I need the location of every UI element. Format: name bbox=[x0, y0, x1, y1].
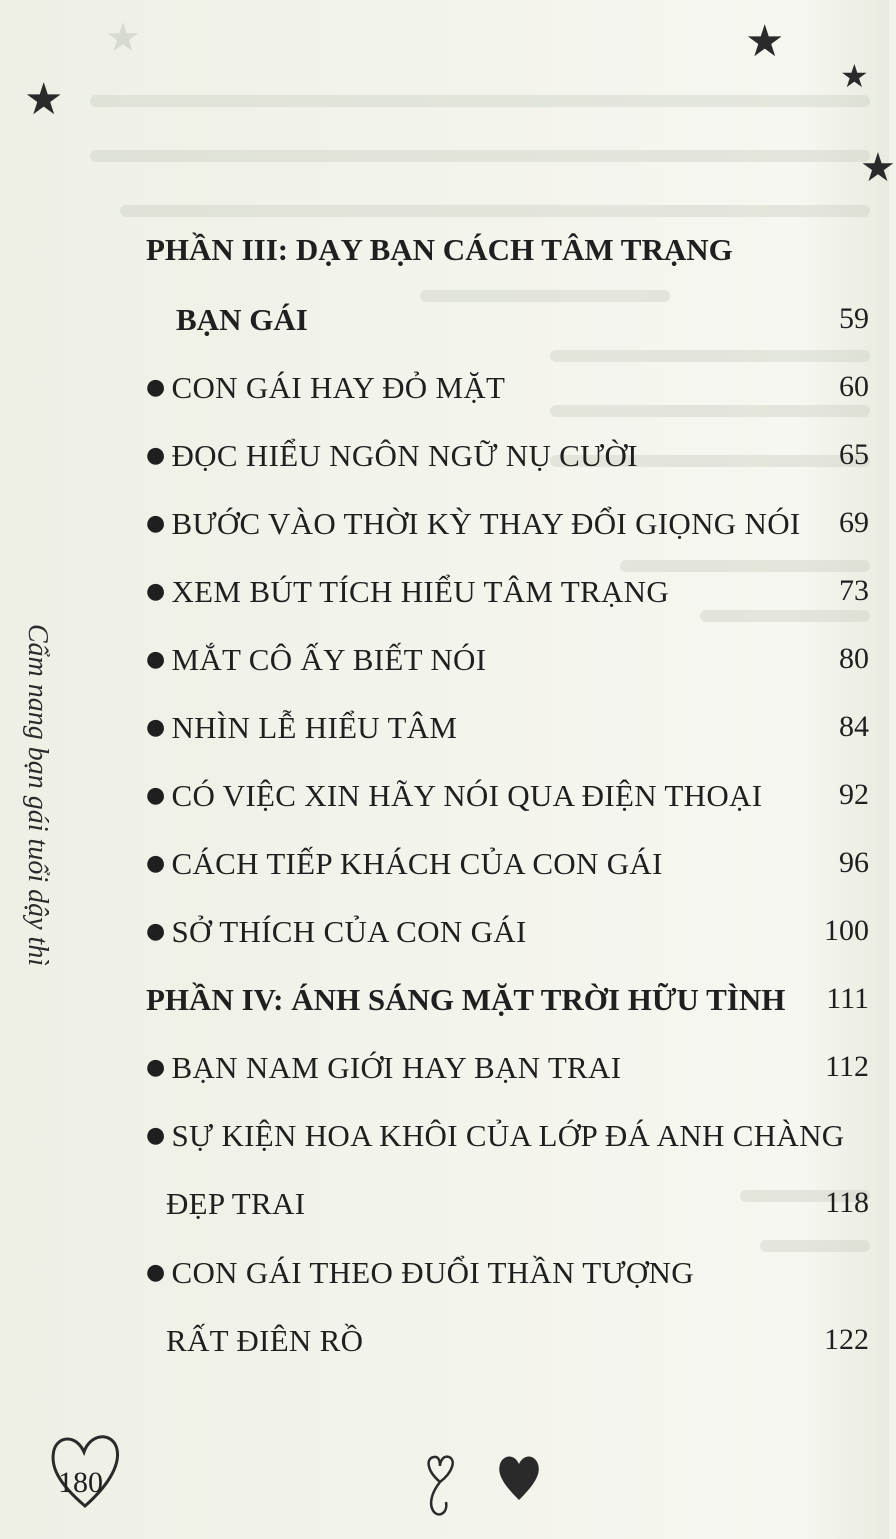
toc-entry bbox=[0, 982, 889, 1032]
toc-entry-text: CON GÁI HAY ĐỎ MẶT bbox=[171, 370, 506, 405]
toc-entry bbox=[0, 1255, 889, 1305]
toc-entry-page: 60 bbox=[839, 370, 869, 403]
toc-entry bbox=[0, 642, 889, 692]
toc-entry-text: XEM BÚT TÍCH HIỂU TÂM TRẠNG bbox=[171, 574, 670, 609]
toc-entry-page: 100 bbox=[824, 914, 869, 947]
bullet-icon: ● bbox=[146, 375, 166, 400]
toc-entry-text: NHÌN LỄ HIỂU TÂM bbox=[171, 710, 458, 745]
toc-entry bbox=[0, 574, 889, 624]
bullet-icon: ● bbox=[146, 647, 166, 672]
toc-entry-text: BẠN GÁI bbox=[176, 302, 308, 337]
bullet-icon: ● bbox=[146, 1055, 166, 1080]
toc-entry-text: CÓ VIỆC XIN HÃY NÓI QUA ĐIỆN THOẠI bbox=[171, 778, 763, 813]
toc-entry-text: ĐẸP TRAI bbox=[166, 1186, 306, 1221]
star-icon: ★ bbox=[860, 145, 896, 191]
toc-entry-page: 92 bbox=[839, 778, 869, 811]
star-icon: ★ bbox=[24, 74, 64, 125]
toc-entry-text: SỰ KIỆN HOA KHÔI CỦA LỚP ĐÁ ANH CHÀNG bbox=[171, 1118, 845, 1153]
toc-entry-text: CÁCH TIẾP KHÁCH CỦA CON GÁI bbox=[171, 846, 663, 881]
star-icon: ★ bbox=[745, 16, 785, 67]
toc-entry-text: CON GÁI THEO ĐUỔI THẦN TƯỢNG bbox=[171, 1255, 694, 1290]
toc-entry-title bbox=[146, 438, 638, 474]
toc-entry-title bbox=[146, 710, 457, 746]
toc-entry-page: 118 bbox=[825, 1186, 869, 1219]
toc-entry bbox=[0, 1186, 889, 1236]
toc-entry-text: SỞ THÍCH CỦA CON GÁI bbox=[171, 914, 527, 949]
star-icon: ★ bbox=[840, 57, 869, 95]
spine-title-text: Cẩm nang bạn gái tuổi dậy thì bbox=[22, 623, 53, 967]
toc-entry bbox=[0, 846, 889, 896]
toc-entry-title bbox=[176, 302, 308, 338]
toc-entry-title bbox=[146, 506, 801, 542]
bullet-icon: ● bbox=[146, 1260, 166, 1285]
toc-entry bbox=[0, 914, 889, 964]
toc-entry-text: ĐỌC HIỂU NGÔN NGỮ NỤ CƯỜI bbox=[171, 438, 638, 473]
bullet-icon: ● bbox=[146, 851, 166, 876]
toc-entry-title bbox=[146, 1255, 694, 1291]
toc-entry-text: RẤT ĐIÊN RỒ bbox=[166, 1323, 364, 1358]
toc-entry-page: 59 bbox=[839, 302, 869, 335]
toc-entry bbox=[0, 302, 889, 352]
toc-entry bbox=[0, 778, 889, 828]
toc-entry-title bbox=[146, 982, 785, 1018]
toc-entry bbox=[0, 370, 889, 420]
toc-entry bbox=[0, 506, 889, 556]
toc-entry-title bbox=[146, 1118, 844, 1154]
bullet-icon: ● bbox=[146, 579, 166, 604]
toc-entry-text: MẮT CÔ ẤY BIẾT NÓI bbox=[171, 642, 487, 677]
toc-entry-page: 112 bbox=[825, 1050, 869, 1083]
toc-entry-text: BẠN NAM GIỚI HAY BẠN TRAI bbox=[171, 1050, 622, 1085]
toc-entry-title bbox=[146, 914, 527, 950]
toc-entry-page: 65 bbox=[839, 438, 869, 471]
toc-entry-text: PHẦN IV: ÁNH SÁNG MẶT TRỜI HỮU TÌNH bbox=[146, 982, 786, 1017]
heart-filled-icon bbox=[497, 1452, 541, 1502]
toc-entry-title bbox=[146, 778, 762, 814]
heart-outline-icon bbox=[422, 1452, 458, 1522]
bullet-icon: ● bbox=[146, 919, 166, 944]
star-icon: ★ bbox=[105, 15, 141, 61]
toc-entry bbox=[0, 1323, 889, 1373]
toc-entry-title bbox=[166, 1186, 305, 1222]
toc-entry bbox=[0, 232, 889, 282]
toc-entry-title bbox=[146, 574, 669, 610]
toc-entry bbox=[0, 1118, 889, 1168]
toc-entry-page: 96 bbox=[839, 846, 869, 879]
toc-entry-title bbox=[146, 642, 486, 678]
toc-entry-page: 80 bbox=[839, 642, 869, 675]
toc-entry-page: 84 bbox=[839, 710, 869, 743]
toc-entry-title bbox=[146, 370, 505, 406]
toc-entry bbox=[0, 1050, 889, 1100]
bullet-icon: ● bbox=[146, 715, 166, 740]
bullet-icon: ● bbox=[146, 511, 166, 536]
toc-entry-text: PHẦN III: DẠY BẠN CÁCH TÂM TRẠNG bbox=[146, 232, 733, 267]
toc-entry-page: 73 bbox=[839, 574, 869, 607]
bullet-icon: ● bbox=[146, 1123, 166, 1148]
toc-entry-title bbox=[146, 846, 663, 882]
bullet-icon: ● bbox=[146, 443, 166, 468]
toc-entry-page: 111 bbox=[826, 982, 869, 1015]
toc-entry-text: BƯỚC VÀO THỜI KỲ THAY ĐỔI GIỌNG NÓI bbox=[171, 506, 801, 541]
bullet-icon: ● bbox=[146, 783, 166, 808]
toc-entry bbox=[0, 710, 889, 760]
toc-entry-title bbox=[166, 1323, 363, 1359]
toc-entry-title bbox=[146, 1050, 621, 1086]
page-number: 180 bbox=[58, 1466, 103, 1499]
toc-entry bbox=[0, 438, 889, 488]
toc-entry-page: 122 bbox=[824, 1323, 869, 1356]
toc-entry-page: 69 bbox=[839, 506, 869, 539]
toc-entry-title bbox=[146, 232, 733, 268]
